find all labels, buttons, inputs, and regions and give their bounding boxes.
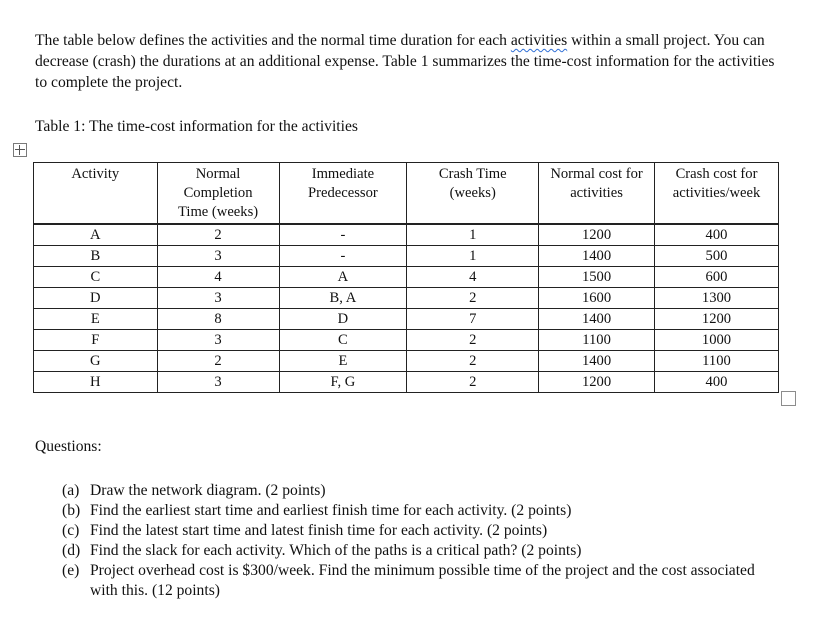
cell-activity: D — [34, 288, 158, 309]
cell-predecessor: C — [279, 330, 407, 351]
cell-crash-cost: 400 — [655, 372, 779, 393]
header-crash-cost-text: Crash cost for activities/week — [672, 166, 761, 201]
questions-list — [62, 481, 782, 601]
header-crash-time — [407, 163, 539, 225]
cell-normal-cost: 1100 — [539, 330, 655, 351]
cell-activity: A — [34, 224, 158, 246]
question-item — [62, 481, 782, 501]
spellcheck-flagged-word[interactable]: activities — [510, 32, 568, 49]
cell-normal-cost: 1400 — [539, 309, 655, 330]
intro-text-before: The table below defines the activities and the normal time duration for each — [35, 32, 511, 49]
cell-activity: F — [34, 330, 158, 351]
question-text: Find the earliest start time and earliest finish time for each activity. (2 points) — [90, 502, 572, 519]
questions-heading: Questions: — [35, 438, 102, 455]
header-crash-time-text: Crash Time (weeks) — [438, 166, 507, 201]
cell-normal-cost: 1200 — [539, 224, 655, 246]
cell-crash-cost: 1100 — [655, 351, 779, 372]
header-predecessor-text: Immediate Predecessor — [308, 166, 378, 201]
cell-activity: C — [34, 267, 158, 288]
question-text: Find the latest start time and latest finish time for each activity. (2 points) — [90, 522, 548, 539]
table-row — [34, 267, 779, 288]
cell-normal-time: 3 — [157, 246, 279, 267]
table-resize-handle-icon[interactable] — [781, 391, 796, 406]
cell-normal-cost: 1600 — [539, 288, 655, 309]
intro-text-after: within a small project. You can decrease (crash) the durations at an additional expense. Table 1 summarizes the time-cost information for the activities to complete the project. — [35, 32, 775, 91]
header-crash-cost — [655, 163, 779, 225]
cell-crash-time: 4 — [407, 267, 539, 288]
cell-crash-cost: 600 — [655, 267, 779, 288]
cell-predecessor: B, A — [279, 288, 407, 309]
question-text: Draw the network diagram. (2 points) — [90, 482, 326, 499]
table-row — [34, 309, 779, 330]
question-text: Find the slack for each activity. Which of the paths is a critical path? (2 points) — [90, 542, 582, 559]
cell-normal-time: 2 — [157, 224, 279, 246]
question-label: (a) — [62, 482, 80, 499]
cell-crash-cost: 1200 — [655, 309, 779, 330]
cell-normal-cost: 1400 — [539, 246, 655, 267]
cell-normal-time: 4 — [157, 267, 279, 288]
intro-paragraph — [35, 30, 775, 93]
cell-normal-cost: 1400 — [539, 351, 655, 372]
table-row — [34, 246, 779, 267]
cell-predecessor: F, G — [279, 372, 407, 393]
question-label: (b) — [62, 502, 81, 519]
cell-crash-cost: 1000 — [655, 330, 779, 351]
question-item — [62, 501, 782, 521]
cell-activity: B — [34, 246, 158, 267]
cell-normal-time: 2 — [157, 351, 279, 372]
cell-normal-cost: 1500 — [539, 267, 655, 288]
cell-activity: G — [34, 351, 158, 372]
time-cost-table — [33, 162, 779, 393]
header-predecessor — [279, 163, 407, 225]
question-label: (c) — [62, 522, 80, 539]
cell-crash-cost: 400 — [655, 224, 779, 246]
cell-crash-cost: 500 — [655, 246, 779, 267]
cell-predecessor: D — [279, 309, 407, 330]
cell-predecessor: - — [279, 246, 407, 267]
cell-normal-cost: 1200 — [539, 372, 655, 393]
question-item — [62, 541, 782, 561]
cell-crash-time: 2 — [407, 330, 539, 351]
table-row — [34, 351, 779, 372]
header-activity: Activity — [34, 163, 158, 225]
cell-crash-time: 1 — [407, 246, 539, 267]
header-normal-cost — [539, 163, 655, 225]
cell-normal-time: 3 — [157, 372, 279, 393]
cell-normal-time: 8 — [157, 309, 279, 330]
table-row — [34, 372, 779, 393]
table-row — [34, 330, 779, 351]
cell-activity: H — [34, 372, 158, 393]
cell-predecessor: E — [279, 351, 407, 372]
question-item — [62, 521, 782, 541]
cell-crash-time: 7 — [407, 309, 539, 330]
cell-normal-time: 3 — [157, 330, 279, 351]
header-normal-time-text: Normal Completion Time (weeks) — [177, 166, 259, 220]
cell-predecessor: A — [279, 267, 407, 288]
question-item — [62, 561, 782, 601]
cell-crash-time: 2 — [407, 351, 539, 372]
table-header-row — [34, 163, 779, 225]
table-caption: Table 1: The time-cost information for the activities — [35, 118, 358, 135]
header-normal-time — [157, 163, 279, 225]
question-label: (d) — [62, 542, 81, 559]
cell-crash-time: 2 — [407, 372, 539, 393]
cell-predecessor: - — [279, 224, 407, 246]
cell-activity: E — [34, 309, 158, 330]
cell-crash-time: 1 — [407, 224, 539, 246]
header-normal-cost-text: Normal cost for activities — [550, 166, 643, 201]
cell-crash-cost: 1300 — [655, 288, 779, 309]
table-row — [34, 288, 779, 309]
cell-crash-time: 2 — [407, 288, 539, 309]
table-row — [34, 224, 779, 246]
question-label: (e) — [62, 562, 80, 579]
table-move-handle-icon[interactable] — [13, 143, 27, 157]
question-text: Project overhead cost is $300/week. Find the minimum possible time of the project and the cost associated with this. (12 points) — [90, 562, 755, 599]
cell-normal-time: 3 — [157, 288, 279, 309]
